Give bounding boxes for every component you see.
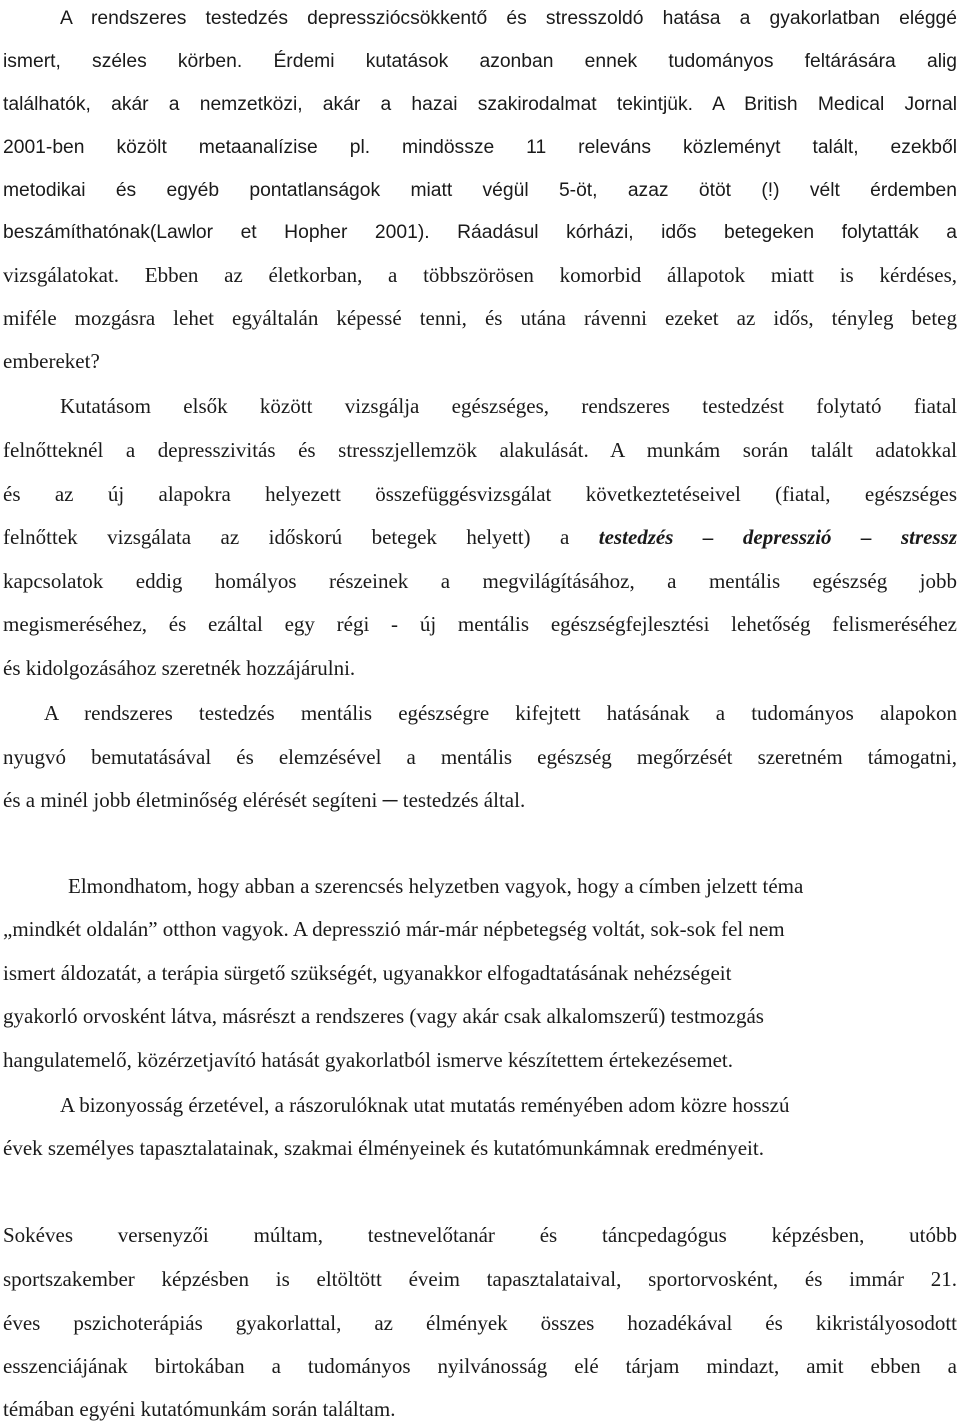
text-line bbox=[3, 481, 957, 507]
text-run: A rendszeres testedzés depressziócsökkentő és stresszoldó hatása a gyakorlatban eléggé bbox=[60, 8, 957, 29]
text-line bbox=[3, 1003, 957, 1029]
text-run: Elmondhatom, hogy abban a szerencsés helyzetben vagyok, hogy a címben jelzett téma bbox=[68, 874, 804, 898]
text-line bbox=[3, 611, 957, 637]
text-line bbox=[44, 700, 957, 726]
text-line bbox=[3, 655, 957, 681]
text-line bbox=[3, 437, 957, 463]
text-run: ismert áldozatát, a terápia sürgető szükségét, ugyanakkor elfogadtatásának nehézségeit bbox=[3, 961, 732, 985]
text-line bbox=[3, 568, 957, 594]
text-line bbox=[3, 92, 957, 118]
text-line bbox=[60, 1092, 957, 1118]
text-line bbox=[3, 744, 957, 770]
text-run: megismeréséhez, és ezáltal egy régi - új mentális egészségfejlesztési lehetőség felismeréséhez bbox=[3, 612, 957, 636]
emphasized-text: testedzés – depresszió – stressz bbox=[598, 525, 957, 549]
text-line bbox=[3, 135, 957, 161]
text-line bbox=[3, 305, 957, 331]
text-line bbox=[3, 348, 957, 374]
text-line bbox=[3, 1353, 957, 1379]
text-run: gyakorló orvosként látva, másrészt a rendszeres (vagy akár csak alkalomszerű) testmozgás bbox=[3, 1004, 764, 1028]
text-run: felnőtteknél a depresszivitás és stresszjellemzök alakulását. A munkám során talált adatokkal bbox=[3, 438, 957, 462]
text-line bbox=[3, 524, 957, 550]
text-line bbox=[3, 1222, 957, 1248]
text-run: sportszakember képzésben is eltöltött éveim tapasztalataival, sportorvosként, és immár 21. bbox=[3, 1267, 957, 1291]
text-run: témában egyéni kutatómunkám során találtam. bbox=[3, 1397, 396, 1421]
text-run: miféle mozgásra lehet egyáltalán képessé tenni, és utána rávenni ezeket az idős, tényleg beteg bbox=[3, 306, 957, 330]
text-run: vizsgálatokat. Ebben az életkorban, a többszörösen komorbid állapotok miatt is kérdéses, bbox=[3, 263, 957, 287]
text-line bbox=[3, 262, 957, 288]
text-run: felnőttek vizsgálata az időskorú betegek helyett) a bbox=[3, 525, 599, 549]
text-run: „mindkét oldalán” otthon vagyok. A depresszió már-már népbetegség voltát, sok-sok fel nem bbox=[3, 917, 785, 941]
text-run: és a minél jobb életminőség elérését segíteni ─ testedzés által. bbox=[3, 788, 526, 812]
text-line bbox=[60, 393, 957, 419]
text-run: metodikai és egyéb pontatlanságok miatt végül 5-öt, azaz ötöt (!) vélt érdemben bbox=[3, 180, 957, 201]
text-run: éves pszichoterápiás gyakorlattal, az élmények összes hozadékával és kikristályosodott bbox=[3, 1311, 957, 1335]
text-line bbox=[3, 1266, 957, 1292]
text-line bbox=[3, 960, 957, 986]
text-run: találhatók, akár a nemzetközi, akár a hazai szakirodalmat tekintjük. A British Medical Jornal bbox=[3, 94, 957, 115]
text-line bbox=[3, 916, 957, 942]
text-run: hangulatemelő, közérzetjavító hatását gyakorlatból ismerve készítettem értekezésemet. bbox=[3, 1048, 734, 1072]
text-line bbox=[3, 1396, 957, 1422]
text-line bbox=[3, 49, 957, 75]
text-line bbox=[60, 6, 957, 32]
text-line bbox=[3, 787, 957, 813]
text-run: nyugvó bemutatásával és elemzésével a mentális egészség megőrzését szeretném támogatni, bbox=[3, 745, 957, 769]
text-run: ismert, széles körben. Érdemi kutatások azonban ennek tudományos feltárására alig bbox=[3, 51, 957, 72]
text-run: kapcsolatok eddig homályos részeinek a megvilágításához, a mentális egészség jobb bbox=[3, 569, 957, 593]
text-run: és kidolgozásához szeretnék hozzájárulni. bbox=[3, 656, 356, 680]
text-run: beszámíthatónak(Lawlor et Hopher 2001). Ráadásul kórházi, idős betegeken folytatták a bbox=[3, 222, 957, 243]
text-run: esszenciájának birtokában a tudományos nyilvánosság elé tárjam mindazt, amit ebben a bbox=[3, 1354, 957, 1378]
text-run: A bizonyosság érzetével, a rászorulóknak utat mutatás reményében adom közre hosszú bbox=[60, 1093, 790, 1117]
text-run: Kutatásom elsők között vizsgálja egészséges, rendszeres testedzést folytató fiatal bbox=[60, 394, 957, 418]
text-line bbox=[3, 1310, 957, 1336]
text-run: A rendszeres testedzés mentális egészségre kifejtett hatásának a tudományos alapokon bbox=[44, 701, 957, 725]
text-run: embereket? bbox=[3, 349, 100, 373]
text-line bbox=[3, 1047, 957, 1073]
text-line bbox=[3, 220, 957, 246]
text-run: és az új alapokra helyezett összefüggésvizsgálat következtetéseivel (fiatal, egészséges bbox=[3, 482, 957, 506]
text-line bbox=[3, 1135, 957, 1161]
text-line bbox=[3, 178, 957, 204]
text-run: Sokéves versenyzői múltam, testnevelőtanár és táncpedagógus képzésben, utóbb bbox=[3, 1223, 957, 1247]
text-run: 2001-ben közölt metaanalízise pl. mindössze 11 releváns közleményt talált, ezekből bbox=[3, 137, 957, 158]
text-line bbox=[68, 873, 957, 899]
text-run: évek személyes tapasztalatainak, szakmai élményeinek és kutatómunkámnak eredményeit. bbox=[3, 1136, 764, 1160]
